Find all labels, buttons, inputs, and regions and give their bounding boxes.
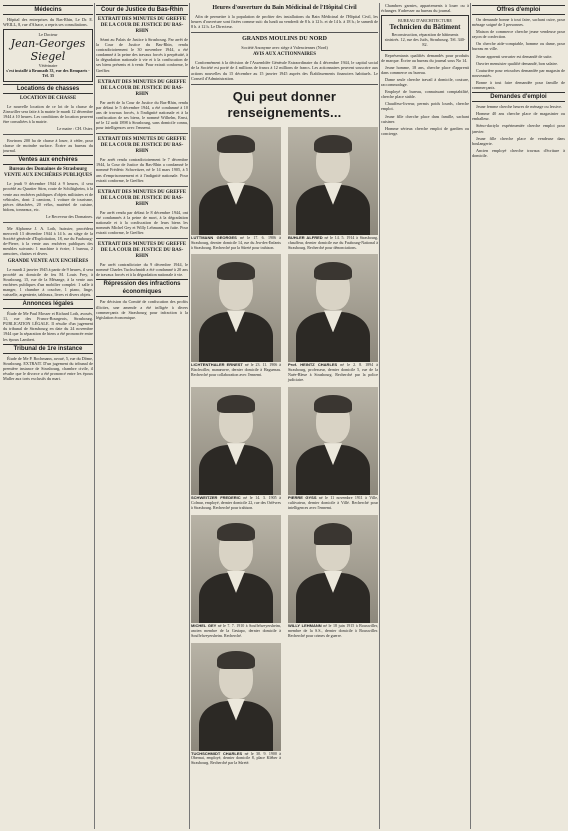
classified-ad: Jeune homme, 18 ans, cherche place d'apprenti dans commerce ou bureau. [381,64,469,75]
divider [191,84,378,85]
ad-label: BUREAU D'ARCHITECTURE [398,18,452,24]
bain-text: Afin de permettre à la population de profiter des installations du Bain Médicinal de l'Hôpital Civil, les heures d'ouverture sont fixées comme suit: du lundi au vendredi de 8 h. à 12 h. et de 14 h. à 18 h.; le samedi de 8 h. à 12 h. Le Directeur. [191,14,378,30]
notice-medecins: Hôpital des entreprises du Bas-Rhin, Le Dr. E. WEILL, 8, rue d'Alsace, a repris ses consultations. [3,17,93,28]
column-divider [94,3,95,829]
job-offer: Bonne à tout faire demandée pour famille de commerçants. [472,79,565,91]
column-divider [379,3,380,829]
section-header-locations: Locations de chasses [3,84,93,94]
portrait-photo [191,387,281,495]
page-title: Qui peut donner renseignements... [227,88,342,120]
portrait-photo [288,387,378,495]
wanted-grid [191,127,378,771]
job-request: Ancien employé cherche travaux d'écriture à domicile. [472,147,565,158]
extract-text: Par arrêt rendu par défaut le 8 décembre 1944, ont été condamnés à la peine de mort, à la dégradation nationale et à la confiscation de leurs biens les nommés Michel Gey et Willy Lehmann, en fuite. Pour extrait conforme, le Greffier. [96,209,188,236]
section-header-demandes: Demandes d'emploi [472,92,565,102]
portrait-photo [288,515,378,623]
wanted-card [288,254,378,383]
divider [3,222,93,223]
divider [96,238,188,239]
job-offer: On demande bonne à tout faire, sachant cuire, pour ménage soigné de 3 personnes. [472,17,565,28]
extract-text: Par arrêt de la Cour de Justice du Bas-Rhin, rendu par défaut le 5 décembre 1944, a été condamné à 10 ans de travaux forcés, à l'indignité nationale et à la confiscation de ses biens, le nommé Wilhelm, Ernst, né le 12 août 1898 à Strasbourg, sans domicile connu, pour intelligences avec l'ennemi. [96,99,188,131]
notice-tribunal: Étude de Me P. Bochmann, avoué, 5, rue du Dôme, Strasbourg. EXTRAIT. D'un jugement du tribunal de première instance de Strasbourg, chambre civile, il résulte que le divorce a été prononcé entre les époux Muller aux torts exclusifs du mari. [3,355,93,382]
section-header-ventes: Ventes aux enchères [3,155,93,165]
wanted-card [191,387,281,511]
wanted-card [191,515,281,639]
extract-title: EXTRAIT DES MINUTES DU GREFFE DE LA COUR DE JUSTICE DU BAS-RHIN [97,189,187,207]
caption: LUTTMANN GEORGES né le 17. 6. 1906 à Strasbourg, dernier domicile 14, rue du Jeu-des-Enfants à Strasbourg. Recherché par la Sûreté pour trahison. [191,234,282,250]
notice-chasse: Environs 200 ha de chasse à louer, à céder, pour chasse de moindre surface. Écrire au bureau du journal. [3,138,93,154]
caption: SCHWEITZER FREDERIC né le 14. 3. 1905 à Colmar, employé, dernier domicile 22, rue des Orfèvres à Strasbourg. Recherché pour trahison. [191,495,282,510]
subheading-grande-vente: GRANDE VENTE AUX ENCHÈRES [7,258,89,264]
section-header-tribunal: Tribunal de 1re instance [3,344,93,354]
portrait-photo [191,127,281,235]
job-request: Jeune femme cherche heures de ménage ou lessive. [476,104,563,110]
column-divider [470,3,471,829]
caption: BUHLER ALFRED né le 14. 5. 1914 à Strasbourg, chauffeur, dernier domicile rue du Faubourg-National à Strasbourg. Recherché pour dénonciations. [288,234,378,250]
classified-ad: Représentants qualifiés demandés pour produits de marque. Écrire au bureau du journal sous No 14. [381,52,469,63]
extract-title: EXTRAIT DES MINUTES DU GREFFE DE LA COUR DE JUSTICE DU BAS-RHIN [97,17,187,34]
classified-ad: Employé de bureau, connaissant comptabilité, cherche place stable. [381,89,469,100]
job-request: Jeune fille cherche place de vendeuse dans boulangerie. [472,135,565,146]
moulins-subtitle: Société Anonyme avec siège à Valenciennes (Nord) [241,45,328,51]
wanted-card [191,254,281,383]
subheading-location: LOCATION DE CHASSE [19,95,77,101]
signature: Le Receveur des Domaines. [46,213,93,219]
divider [191,32,378,33]
portrait-photo [191,515,281,623]
notice-repression: Par décision du Comité de confiscation des profits illicites, une amende a été infligée à divers commerçants de Strasbourg pour infraction à la législation économique. [96,299,188,320]
doctor-name: Jean-Georges Siegel [10,37,86,64]
caption: Prof. HEINTZ CHARLES né le 2. 8. 1894 à Strasbourg, professeur, dernier domicile 5, rue de la Nuée-Bleue à Strasbourg. Recherché par la police judiciaire. [288,362,378,383]
divider [96,186,188,187]
divider [3,134,93,135]
caption: WILLY LEHMANN né le 18 juin 1915 à Bouxwiller, membre de la S.S., dernier domicile à Bouxwiller. Recherché pour crimes de guerre. [288,622,378,638]
portrait-photo [288,127,378,235]
ad-label: Le Docteur [38,32,58,38]
column-medecins [3,3,93,829]
portrait-photo [288,254,378,362]
wanted-card [191,127,281,251]
extract-text: Par arrêt rendu contradictoirement le 7 décembre 1944, la Cour de Justice du Bas-Rhin a condamné le nommé Frédéric Schweitzer, né le 14 mars 1905, à 5 ans d'emprisonnement et à l'indignité nationale. Pour extrait conforme, le Greffier. [96,157,188,183]
portrait-photo [191,254,281,362]
ad-title: Technicien du Bâtiment [389,23,461,32]
caption: TUCHSCHMIDT CHARLES né le 30. 9. 1900 à Obernai, employé, dernier domicile 8, place Kléber à Strasbourg. Recherché par la Sûreté. [191,750,282,766]
caption: PIERRE GYSS né le 11 novembre 1911 à Ville, cultivateur, dernier domicile à Villé. Recherché pour intelligences avec l'ennemi. [288,495,378,510]
section-header-medecins: Médecins [3,5,93,15]
doctor-address: s'est installé à Brumath 33, rue des Remparts - Tél. 35 [6,68,90,79]
section-header-repression: Répression des infractions économiques [96,279,188,297]
classified-ad: Jeune fille cherche place dans famille, sachant cuisiner. [381,113,469,124]
notice-annonces: Étude de Me Paul Mosser et Richard Loth, avoués, 11, rue des Francs-Bourgeois, Strasbourg. PUBLICATION LÉGALE. Il résulte d'un jugement du tribunal de Strasbourg en date du 24 novembre 1944 que la séparation de biens a été prononcée entre les époux Lambert. [3,311,93,342]
column-center [191,3,378,829]
ad-text: Reconstruction, réparation de bâtiments sinistrés. 12, rue des Juifs, Strasbourg. Tél. 340-82. [384,32,466,48]
wanted-card [288,127,378,251]
subheading-vente: Bureau des Domaines de Strasbourg VENTE AUX ENCHÈRES PUBLIQUES [4,167,92,179]
extract-text: Séant au Palais de Justice à Strasbourg. Par arrêt de la Cour de Justice du Bas-Rhin, rendu contradictoirement le 30 novembre 1944, a été condamné à la peine des travaux forcés à perpétuité, à la dégradation nationale à vie et à la confiscation de ses biens présents et à venir. Pour extrait conforme, le Greffier. [96,37,188,73]
avis-title: AVIS AUX ACTIONNAIRES [253,52,316,58]
extract-title: EXTRAIT DES MINUTES DU GREFFE DE LA COUR DE JUSTICE DU BAS-RHIN [97,242,187,260]
notice-vente-2: Me Alphonse J. A. Loth, huissier, procédera mercredi 13 décembre 1944 à 14 h. au siège de la Société générale d'Exploitation, 18, rue du Faubourg-de-Pierre, à la vente aux enchères publiques des meubles suivants: 1 machine à écrire, 1 bureau, 2 armoires, chaises et divers. [3,225,93,257]
caption: MICHEL GEY né le 7. 7. 1910 à Souffelweyersheim, ancien membre de la Gestapo, dernier domicile à Souffelweyersheim. Recherché. [191,622,281,638]
extract-title: EXTRAIT DES MINUTES DU GREFFE DE LA COUR DE JUSTICE DU BAS-RHIN [97,79,187,97]
ad-veterinaire [3,29,93,81]
job-request: Homme 40 ans cherche place de magasinier ou emballeur. [472,111,565,122]
ad-technicien [381,15,469,50]
job-offer: Maison de commerce cherche jeune vendeuse pour rayon de confection. [472,29,565,40]
column-emploi [472,3,565,829]
notice-vente: Le jeudi 9 décembre 1944 à 9 heures, il sera procédé au Quartier Stirn, route de Schiltigheim, à la vente aux enchères publiques d'objets militaires et de véhicules, dont: 2 camions, 1 voiture de tourisme, pièces détachées, 20 vélos, matériel de cuisine, bidons, tonneaux, etc. [3,181,93,212]
section-header-offres: Offres d'emploi [472,5,565,15]
job-offer: Couturière pour retouches demandée par magasin de nouveautés. [472,67,565,78]
moulins-title: GRANDS MOULINS DU NORD [242,36,327,43]
extract-title: EXTRAIT DES MINUTES DU GREFFE DE LA COUR DE JUSTICE DU BAS-RHIN [97,137,187,155]
portrait-photo [191,643,281,751]
extract-text: Par arrêt contradictoire du 9 décembre 1944, le nommé Charles Tuchschmidt a été condamné à 20 ans de travaux forcés et à la dégradation nationale à vie. [96,262,188,278]
job-request: Sténo-dactylo expérimentée cherche emploi pour janvier. [472,123,565,134]
column-annonces [381,3,469,829]
divider [96,76,188,77]
column-cour-de-justice [96,3,188,829]
wanted-card [288,387,378,511]
section-header-annonces: Annonces légales [3,299,93,309]
notice-location: Le nouvelle location de ce lot de la chasse de Zinswiller sera faite à la mairie le mardi 12 décembre 1944 à 10 heures. Les conditions de location peuvent être consultées à la mairie. [3,103,93,124]
classified-ad: Dame seule cherche travail à domicile, couture, raccommodage. [381,76,469,88]
wanted-card [288,515,378,639]
caption: LICHTENTHALER ERNEST né le 23. 11. 1906 à Bischwiller, manœuvre, dernier domicile à Haguenau. Recherché pour collaboration avec l'ennemi. [191,362,282,378]
notice-text: Chambres garnies, appartements à louer ou à échanger. S'adresser au bureau du journal. [381,3,469,14]
job-offer: On cherche aide-comptable, homme ou dame, pour bureau en ville. [472,41,565,52]
doctor-title: Vétérinaire [38,63,58,69]
job-offer: Ouvrier menuisier qualifié demandé, bon salaire. [476,60,558,66]
wanted-card [191,643,281,767]
avis-text: Conformément à la décision de l'Assemblée Générale Extraordinaire du 4 décembre 1944, le capital social de la Société est porté de 4 millions de francs à 12 millions de francs. Les actionnaires peuvent souscrire aux actions nouvelles du 15 décembre au 15 janvier 1945 auprès des Établissements financiers habituels. Le Conseil d'Administration. [191,60,378,81]
classified-ad: Homme sérieux cherche emploi de gardien ou concierge. [381,125,469,136]
divider [96,133,188,134]
section-header-cour: Cour de Justice du Bas-Rhin [96,5,188,15]
job-offer: Jeune apprenti serrurier est demandé de suite. [476,53,553,59]
classified-ad: Chauffeur-livreur, permis poids lourds, cherche emploi. [381,101,469,112]
column-divider [189,3,190,829]
notice-grande-vente: Le mardi 2 janvier 1945 à partir de 9 heures, il sera procédé au domicile de feu M. Louis Frey, à Strasbourg, 15, rue de la Mésange, à la vente aux enchères publiques d'un mobilier complet: 1 salle à manger, 1 chambre à coucher, 1 piano, linge, vaisselle, argenterie, tableaux, livres et divers objets. [3,266,93,297]
signature: Le maire : CH. Oster. [56,125,93,131]
bain-title: Heures d'ouverture du Bain Médicinal de l'Hôpital Civil [212,5,357,11]
